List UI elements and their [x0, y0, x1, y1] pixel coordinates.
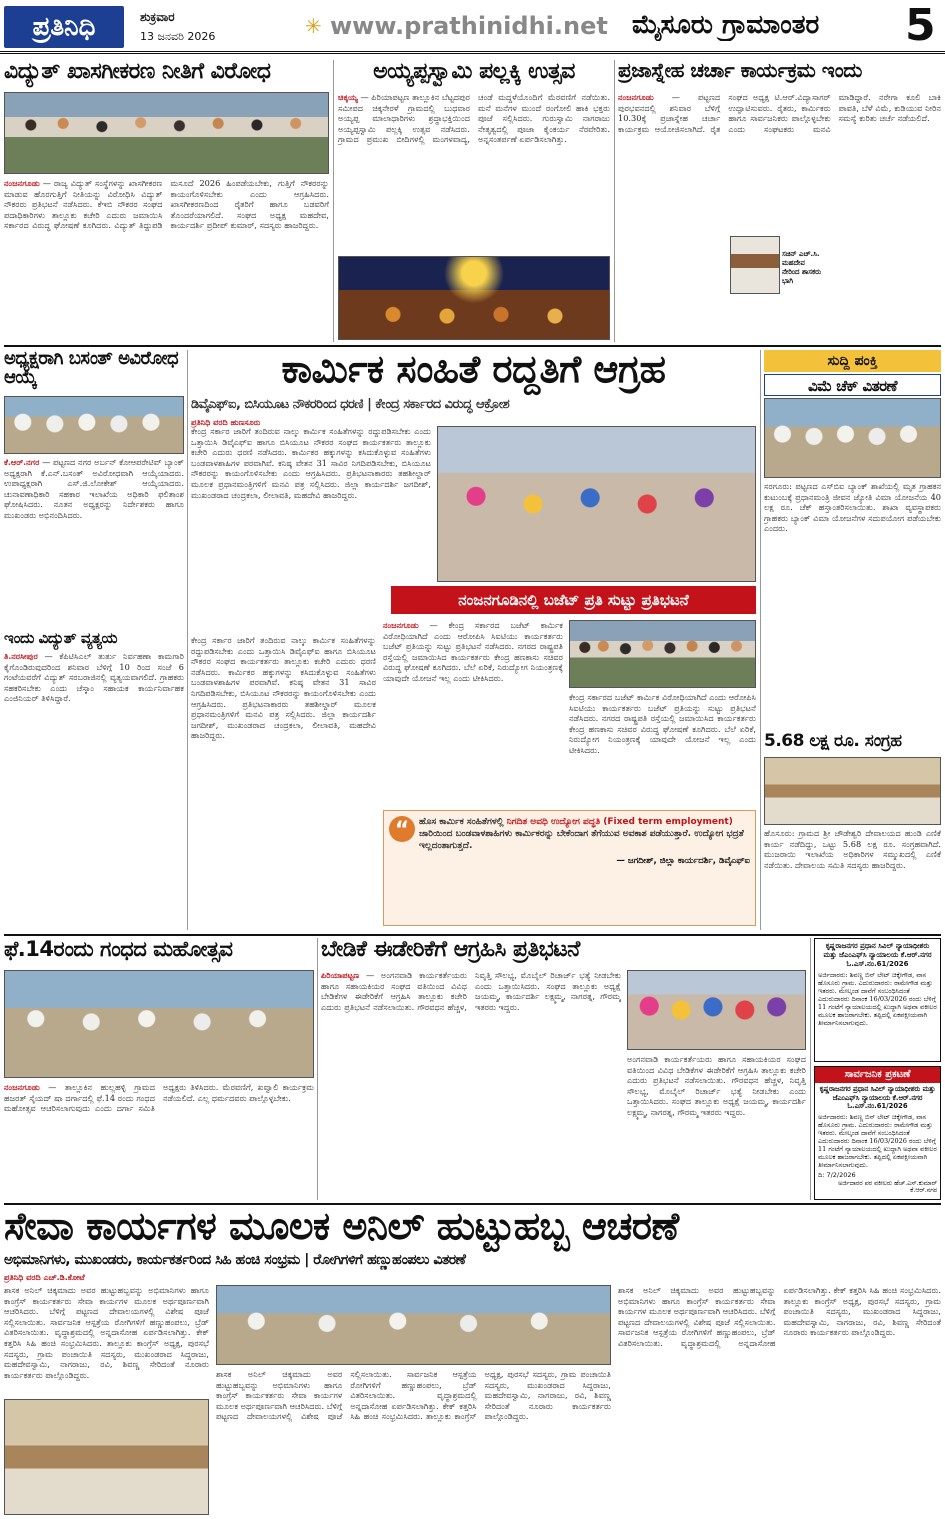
- story-anganwadi-protest: [321, 938, 806, 1200]
- dateline: ಚಿಕ್ಕಯ್ಯ: [338, 92, 358, 102]
- section-name: ಮೈಸೂರು ಗ್ರಾಮಾಂತರ: [632, 10, 820, 40]
- headline: ಫೆ.14ರಂದು ಗಂಧದ ಮಹೋತ್ಸವ: [4, 938, 233, 961]
- section-rule: [4, 934, 941, 936]
- star-icon: ✳: [305, 14, 322, 38]
- edition-date: 13 ಜನವರಿ 2026: [140, 30, 216, 43]
- brief-headline: 5.68 ಲಕ್ಷ ರೂ. ಸಂಗ್ರಹ: [764, 733, 902, 751]
- page-number: 5: [905, 0, 936, 51]
- story-power-privatization: [4, 60, 329, 342]
- article-body-2: ಶಾಸಕ ಅನಿಲ್ ಚಿಕ್ಕಮಾದು ಅವರ ಹುಟ್ಟುಹಬ್ಬವನ್ನು ಅಭಿಮಾನಿಗಳು ಹಾಗೂ ಕಾಂಗ್ರೆಸ್ ಕಾರ್ಯಕರ್ತರು ಸೇವಾ ಕಾರ್ಯಗಳ ಮೂಲಕ ಅರ್ಥಪೂರ್ಣವಾಗಿ ಆಚರಿಸಿದರು. ಬೆಳಿಗ್ಗೆ ಪಟ್ಟಣದ ದೇವಾಲಯಗಳಲ್ಲಿ ವಿಶೇಷ ಪೂಜೆ ಸಲ್ಲಿಸಲಾಯಿತು. ಸಾರ್ವಜನಿಕ ಆಸ್ಪತ್ರೆಯ ರೋಗಿಗಳಿಗೆ ಹಣ್ಣುಹಂಪಲು, ಬ್ರೆಡ್ ವಿತರಿಸಲಾಯಿತು. ವೃದ್ಧಾಶ್ರಮದಲ್ಲಿ ಅನ್ನದಾಸೋಹ ಏರ್ಪಡಿಸಲಾಗಿತ್ತು. ಕೇಕ್ ಕತ್ತರಿಸಿ ಸಿಹಿ ಹಂಚಿ ಸಂಭ್ರಮಿಸಿದರು. ತಾಲ್ಲೂಕು ಕಾಂಗ್ರೆಸ್ ಅಧ್ಯಕ್ಷ, ಪುರಸಭೆ ಸದಸ್ಯರು, ಗ್ರಾಮ ಪಂಚಾಯಿತಿ ಸದಸ್ಯರು, ಮುಖಂಡರಾದ ಸಿದ್ದರಾಜು, ಮಹದೇವಸ್ವಾಮಿ, ನಾಗರಾಜು, ರವಿ, ಶಿವಣ್ಣ ಸೇರಿದಂತೆ ನೂರಾರು ಕಾರ್ಯಕರ್ತರು ಪಾಲ್ಗೊಂಡಿದ್ದರು.: [216, 1369, 611, 1422]
- column-rule: [614, 60, 615, 342]
- story-prajasneha-debate: [618, 60, 941, 342]
- headline: ಅಯ್ಯಪ್ಪಸ್ವಾಮಿ ಪಲ್ಲಕ್ಕಿ ಉತ್ಸವ: [373, 60, 575, 84]
- article-body-3: ಶಾಸಕ ಅನಿಲ್ ಚಿಕ್ಕಮಾದು ಅವರ ಹುಟ್ಟುಹಬ್ಬವನ್ನು ಅಭಿಮಾನಿಗಳು ಹಾಗೂ ಕಾಂಗ್ರೆಸ್ ಕಾರ್ಯಕರ್ತರು ಸೇವಾ ಕಾರ್ಯಗಳ ಮೂಲಕ ಅರ್ಥಪೂರ್ಣವಾಗಿ ಆಚರಿಸಿದರು. ಬೆಳಿಗ್ಗೆ ಪಟ್ಟಣದ ದೇವಾಲಯಗಳಲ್ಲಿ ವಿಶೇಷ ಪೂಜೆ ಸಲ್ಲಿಸಲಾಯಿತು. ಸಾರ್ವಜನಿಕ ಆಸ್ಪತ್ರೆಯ ರೋಗಿಗಳಿಗೆ ಹಣ್ಣುಹಂಪಲು, ಬ್ರೆಡ್ ವಿತರಿಸಲಾಯಿತು. ವೃದ್ಧಾಶ್ರಮದಲ್ಲಿ ಅನ್ನದಾಸೋಹ ಏರ್ಪಡಿಸಲಾಗಿತ್ತು. ಕೇಕ್ ಕತ್ತರಿಸಿ ಸಿಹಿ ಹಂಚಿ ಸಂಭ್ರಮಿಸಿದರು. ತಾಲ್ಲೂಕು ಕಾಂಗ್ರೆಸ್ ಅಧ್ಯಕ್ಷ, ಪುರಸಭೆ ಸದಸ್ಯರು, ಗ್ರಾಮ ಪಂಚಾಯಿತಿ ಸದಸ್ಯರು, ಮುಖಂಡರಾದ ಸಿದ್ದರಾಜು, ಮಹದೇವಸ್ವಾಮಿ, ನಾಗರಾಜು, ರವಿ, ಶಿವಣ್ಣ ಸೇರಿದಂತೆ ನೂರಾರು ಕಾರ್ಯಕರ್ತರು ಪಾಲ್ಗೊಂಡಿದ್ದರು.: [618, 1285, 941, 1348]
- hundi-photo: [764, 757, 941, 825]
- story-anil-birthday: [4, 1207, 941, 1515]
- notice-heading: ಸಾರ್ವಜನಿಕ ಪ್ರಕಟಣೆ: [815, 1067, 940, 1083]
- article-body: ಪಿರಿಯಾಪಟ್ಟಣ — ಅಂಗನವಾಡಿ ಕಾರ್ಯಕರ್ತೆಯರು ಹಾಗೂ ಸಹಾಯಕಿಯರ ಸಂಘದ ವತಿಯಿಂದ ವಿವಿಧ ಬೇಡಿಕೆಗಳ ಈಡೇರಿಕೆಗೆ ಆಗ್ರಹಿಸಿ ತಾಲ್ಲೂಕು ಕಚೇರಿ ಎದುರು ಪ್ರತಿಭಟನೆ ನಡೆಸಲಾಯಿತು. ಗೌರವಧನ ಹೆಚ್ಚಳ, ನಿವೃತ್ತಿ ಸೌಲಭ್ಯ, ಮೊಬೈಲ್ ರಿಚಾರ್ಜ್ ಭತ್ಯೆ ನೀಡಬೇಕು ಎಂದು ಒತ್ತಾಯಿಸಿದರು. ಸಂಘದ ತಾಲ್ಲೂಕು ಅಧ್ಯಕ್ಷೆ ಜಯಮ್ಮ, ಕಾರ್ಯದರ್ಶಿ ಲಕ್ಷ್ಮಮ್ಮ, ನಾಗರತ್ನ, ಗೌರಮ್ಮ ಇತರರು ಇದ್ದರು.: [321, 970, 621, 1012]
- edition-day: ಶುಕ್ರವಾರ: [140, 10, 175, 24]
- felicitation-photo: [4, 396, 184, 454]
- story-ayyappa-festival: [338, 60, 610, 342]
- column-rule: [187, 350, 188, 930]
- headline: ಅಧ್ಯಕ್ಷರಾಗಿ ಬಸಂತ್ ಅವಿರೋಧ ಆಯ್ಕೆ: [4, 350, 179, 388]
- portrait-caption: ಸಚಿನ್ ಎಚ್.ಸಿ. ಮಹದೇವ ನೇರಿಂದ ಶಾಸಕರು ಭಾಗಿ: [782, 250, 822, 285]
- section-rule: [4, 345, 941, 347]
- masthead: [0, 0, 945, 54]
- article-body: ತಿ.ನರಸೀಪುರ — ಕೆಪಿಟಿಸಿಎಲ್ ತುರ್ತು ನಿರ್ವಹಣಾ ಕಾಮಗಾರಿ ಕೈಗೊಂಡಿರುವುದರಿಂದ ಶನಿವಾರ ಬೆಳಿಗ್ಗೆ 10 ರಿಂದ ಸಂಜೆ 6 ಗಂಟೆಯವರೆಗೆ ವಿದ್ಯುತ್ ಸರಬರಾಜಿನಲ್ಲಿ ವ್ಯತ್ಯಯವಾಗಲಿದೆ. ಗ್ರಾಹಕರು ಸಹಕರಿಸಬೇಕು ಎಂದು ಚೆಸ್ಕಾಂ ಸಹಾಯಕ ಕಾರ್ಯನಿರ್ವಾಹಕ ಎಂಜಿನಿಯರ್ ತಿಳಿಸಿದ್ದಾರೆ.: [4, 651, 184, 704]
- subhead-bar: ನಂಜನಗೂಡಿನಲ್ಲಿ ಬಜೆಟ್ ಪ್ರತಿ ಸುಟ್ಟು ಪ್ರತಿಭಟನೆ: [391, 586, 756, 614]
- headline: ಬೇಡಿಕೆ ಈಡೇರಿಕೆಗೆ ಆಗ್ರಹಿಸಿ ಪ್ರತಿಭಟನೆ: [321, 938, 580, 962]
- brief-body: ಹೊಸೂರು: ಗ್ರಾಮದ ಶ್ರೀ ಚೌಡೇಶ್ವರಿ ದೇವಾಲಯದ ಹುಂಡಿ ಎಣಿಕೆ ಕಾರ್ಯ ನಡೆದಿದ್ದು, ಒಟ್ಟು 5.68 ಲಕ್ಷ ರೂ. ಸಂಗ್ರಹವಾಗಿದೆ. ಮುಜರಾಯಿ ಇಲಾಖೆಯ ಅಧಿಕಾರಿಗಳ ಸಮ್ಮುಖದಲ್ಲಿ ಎಣಿಕೆ ನಡೆಯಿತು. ದೇವಾಲಯ ಸಮಿತಿ ಸದಸ್ಯರು ಹಾಜರಿದ್ದರು.: [764, 828, 941, 870]
- column-rule: [317, 938, 318, 1200]
- brief-body: ಸರಗೂರು: ಪಟ್ಟಣದ ಎಸ್‌ಬಿಐ ಬ್ಯಾಂಕ್ ಶಾಖೆಯಲ್ಲಿ ಮೃತ ಗ್ರಾಹಕನ ಕುಟುಂಬಕ್ಕೆ ಪ್ರಧಾನಮಂತ್ರಿ ಜೀವನ ಜ್ಯೋತಿ ವಿಮಾ ಯೋಜನೆಯ 40 ಲಕ್ಷ ರೂ. ಚೆಕ್ ಹಸ್ತಾಂತರಿಸಲಾಯಿತು. ಶಾಖಾ ವ್ಯವಸ್ಥಾಪಕರು ಗ್ರಾಹಕರು ಬ್ಯಾಂಕ್ ವಿಮಾ ಯೋಜನೆಗಳ ಸದುಪಯೋಗ ಪಡೆಯಬೇಕು ಎಂದರು.: [764, 481, 941, 534]
- article-body-2: ಕೇಂದ್ರ ಸರ್ಕಾರ ಜಾರಿಗೆ ತಂದಿರುವ ನಾಲ್ಕು ಕಾರ್ಮಿಕ ಸಂಹಿತೆಗಳನ್ನು ರದ್ದುಪಡಿಸಬೇಕು ಎಂದು ಒತ್ತಾಯಿಸಿ ಡಿವೈಎಫ್ಐ ಹಾಗೂ ಬಿಸಿಯೂಟ ನೌಕರರ ಸಂಘದ ಕಾರ್ಯಕರ್ತರು ತಾಲ್ಲೂಕು ಕಚೇರಿ ಎದುರು ಧರಣಿ ನಡೆಸಿದರು. ಕಾರ್ಮಿಕರ ಹಕ್ಕುಗಳನ್ನು ಕಸಿದುಕೊಳ್ಳುವ ಸಂಹಿತೆಗಳು ಬಂಡವಾಳಶಾಹಿಗಳ ಪರವಾಗಿವೆ. ಕನಿಷ್ಠ ವೇತನ 31 ಸಾವಿರ ನಿಗದಿಪಡಿಸಬೇಕು, ಬಿಸಿಯೂಟ ನೌಕರರನ್ನು ಕಾಯಂಗೊಳಿಸಬೇಕು ಎಂದು ಆಗ್ರಹಿಸಿದರು. ಪ್ರತಿಭಟನಾಕಾರರು ತಹಶೀಲ್ದಾರ್ ಮೂಲಕ ಪ್ರಧಾನಮಂತ್ರಿಗಳಿಗೆ ಮನವಿ ಪತ್ರ ಸಲ್ಲಿಸಿದರು. ಜಿಲ್ಲಾ ಕಾರ್ಯದರ್ಶಿ ಜಗದೀಶ್, ಮುಖಂಡರಾದ ಚಂದ್ರಕಲಾ, ಲೀಲಾವತಿ, ಮಹದೇವಿ ಹಾಜರಿದ್ದರು.: [191, 635, 376, 741]
- anganwadi-photo: [627, 970, 806, 1050]
- article-body: ಶಾಸಕ ಅನಿಲ್ ಚಿಕ್ಕಮಾದು ಅವರ ಹುಟ್ಟುಹಬ್ಬವನ್ನು ಅಭಿಮಾನಿಗಳು ಹಾಗೂ ಕಾಂಗ್ರೆಸ್ ಕಾರ್ಯಕರ್ತರು ಸೇವಾ ಕಾರ್ಯಗಳ ಮೂಲಕ ಅರ್ಥಪೂರ್ಣವಾಗಿ ಆಚರಿಸಿದರು. ಬೆಳಿಗ್ಗೆ ಪಟ್ಟಣದ ದೇವಾಲಯಗಳಲ್ಲಿ ವಿಶೇಷ ಪೂಜೆ ಸಲ್ಲಿಸಲಾಯಿತು. ಸಾರ್ವಜನಿಕ ಆಸ್ಪತ್ರೆಯ ರೋಗಿಗಳಿಗೆ ಹಣ್ಣುಹಂಪಲು, ಬ್ರೆಡ್ ವಿತರಿಸಲಾಯಿತು. ವೃದ್ಧಾಶ್ರಮದಲ್ಲಿ ಅನ್ನದಾಸೋಹ ಏರ್ಪಡಿಸಲಾಗಿತ್ತು. ಕೇಕ್ ಕತ್ತರಿಸಿ ಸಿಹಿ ಹಂಚಿ ಸಂಭ್ರಮಿಸಿದರು. ತಾಲ್ಲೂಕು ಕಾಂಗ್ರೆಸ್ ಅಧ್ಯಕ್ಷ, ಪುರಸಭೆ ಸದಸ್ಯರು, ಗ್ರಾಮ ಪಂಚಾಯಿತಿ ಸದಸ್ಯರು, ಮುಖಂಡರಾದ ಸಿದ್ದರಾಜು, ಮಹದೇವಸ್ವಾಮಿ, ನಾಗರಾಜು, ರವಿ, ಶಿವಣ್ಣ ಸೇರಿದಂತೆ ನೂರಾರು ಕಾರ್ಯಕರ್ತರು ಪಾಲ್ಗೊಂಡಿದ್ದರು.: [4, 1285, 209, 1380]
- notice-body: ಅರ್ಜಿದಾರರು: ಶಿವಣ್ಣ ಬಿನ್ ಲೇಟ್ ಚಿಕ್ಕೇಗೌಡ, ವಾಸ ಹೊಸೂರು ಗ್ರಾಮ. ಎದುರುದಾರರು: ರಾಮೇಗೌಡ ಮತ್ತು ಇತರರು. ಮೇಲ್ಕಂಡ ದಾವೆಗೆ ಸಂಬಂಧಿಸಿದಂತೆ ಎದುರುದಾರರು ದಿನಾಂಕ 16/03/2026 ರಂದು ಬೆಳಿಗ್ಗೆ 11 ಗಂಟೆಗೆ ನ್ಯಾಯಾಲಯದಲ್ಲಿ ಖುದ್ದಾಗಿ ಅಥವಾ ವಕೀಲರ ಮೂಲಕ ಹಾಜರಾಗಬೇಕು. ತಪ್ಪಿದಲ್ಲಿ ಏಕಪಕ್ಷೀಯವಾಗಿ ತೀರ್ಮಾನಿಸಲಾಗುವುದು.: [818, 1112, 937, 1169]
- pull-quote: “ ಹೊಸ ಕಾರ್ಮಿಕ ಸಂಹಿತೆಗಳಲ್ಲಿ ನಿಗದಿತ ಅವಧಿ ಉದ್ಯೋಗ ಪದ್ಧತಿ (Fixed term employment) ಜಾರಿಯಿಂದ ಬಂಡವಾಳಶಾಹಿಗಳು ಕಾರ್ಮಿಕರನ್ನು ಬೇಕೆಂದಾಗ ತೆಗೆಯುವ ಅವಕಾಶ ಪಡೆಯುತ್ತಾರೆ. ಉದ್ಯೋಗ ಭದ್ರತೆ ಇಲ್ಲದಂತಾಗುತ್ತದೆ. — ಜಗದೀಶ್, ಜಿಲ್ಲಾ ಕಾರ್ಯದರ್ಶಿ, ಡಿವೈಎಫ್ಐ: [383, 810, 756, 926]
- story-labour-code: [191, 350, 756, 930]
- article-body: ನಂಜನಗೂಡು — ತಾಲ್ಲೂಕಿನ ಹುಲ್ಲಹಳ್ಳಿ ಗ್ರಾಮದ ಹಜರತ್ ಸೈಯದ್ ಷಾ ದರ್ಗಾದಲ್ಲಿ ಫೆ.14 ರಂದು ಗಂಧದ ಮಹೋತ್ಸವ ಆಚರಿಸಲಾಗುವುದು ಎಂದು ದರ್ಗಾ ಸಮಿತಿ ಅಧ್ಯಕ್ಷರು ತಿಳಿಸಿದರು. ಮೆರವಣಿಗೆ, ಖವ್ವಾಲಿ ಕಾರ್ಯಕ್ರಮ ನಡೆಯಲಿದೆ. ಎಲ್ಲ ಧರ್ಮದವರು ಪಾಲ್ಗೊಳ್ಳಬೇಕು.: [4, 1082, 314, 1114]
- quote-icon: “: [389, 816, 415, 842]
- celebration-photo: [216, 1285, 611, 1365]
- headline: ಸೇವಾ ಕಾರ್ಯಗಳ ಮೂಲಕ ಅನಿಲ್ ಹುಟ್ಟುಹಬ್ಬ ಆಚರಣೆ: [4, 1207, 679, 1248]
- lead-subheadline: ಡಿವೈಎಫ್ಐ, ಬಿಸಿಯೂಟ ನೌಕರರಿಂದ ಧರಣಿ | ಕೇಂದ್ರ ಸರ್ಕಾರದ ವಿರುದ್ಧ ಆಕ್ರೋಶ: [191, 398, 510, 412]
- section-rule: [4, 1203, 941, 1205]
- story-sandal-festival: [4, 938, 314, 1200]
- column-rule: [810, 938, 811, 1200]
- dateline: ತಿ.ನರಸೀಪುರ: [4, 651, 38, 661]
- notice-box-top: ಕೃಷ್ಣರಾಜನಗರ ಪ್ರಧಾನ ಸಿವಿಲ್ ನ್ಯಾಯಾಧೀಶರು ಮತ್ತು ಜೆಎಂಎಫ್‌ಸಿ ನ್ಯಾಯಾಲಯ ಕೆ.ಆರ್.ನಗರ ಓ.ಎಸ್.ನಂ.61/2026 ಅರ್ಜಿದಾರರು: ಶಿವಣ್ಣ ಬಿನ್ ಲೇಟ್ ಚಿಕ್ಕೇಗೌಡ, ವಾಸ ಹೊಸೂರು ಗ್ರಾಮ. ಎದುರುದಾರರು: ರಾಮೇಗೌಡ ಮತ್ತು ಇತರರು. ಮೇಲ್ಕಂಡ ದಾವೆಗೆ ಸಂಬಂಧಿಸಿದಂತೆ ಎದುರುದಾರರು ದಿನಾಂಕ 16/03/2026 ರಂದು ಬೆಳಿಗ್ಗೆ 11 ಗಂಟೆಗೆ ನ್ಯಾಯಾಲಯದಲ್ಲಿ ಖುದ್ದಾಗಿ ಅಥವಾ ವಕೀಲರ ಮೂಲಕ ಹಾಜರಾಗಬೇಕು. ತಪ್ಪಿದಲ್ಲಿ ಏಕಪಕ್ಷೀಯವಾಗಿ ತೀರ್ಮಾನಿಸಲಾಗುವುದು.: [814, 938, 941, 1062]
- article-body: ನಂಜನಗೂಡು — ರಾಜ್ಯ ವಿದ್ಯುತ್ ಸಂಸ್ಥೆಗಳನ್ನು ಖಾಸಗೀಕರಣ ಮಾಡುವ ಹೊರಗುತ್ತಿಗೆ ನೀತಿಯನ್ನು ವಿರೋಧಿಸಿ ವಿದ್ಯುತ್ ನೌಕರರು ಪ್ರತಿಭಟನೆ ನಡೆಸಿದರು. ಕೆಇಬಿ ನೌಕರರ ಸಂಘದ ಪದಾಧಿಕಾರಿಗಳು ತಾಲ್ಲೂಕು ಕಚೇರಿ ಎದುರು ಜಮಾಯಿಸಿ ಸರ್ಕಾರದ ವಿರುದ್ಧ ಘೋಷಣೆ ಕೂಗಿದರು. ವಿದ್ಯುತ್ ತಿದ್ದುಪಡಿ ಮಸೂದೆ 2026 ಹಿಂಪಡೆಯಬೇಕು, ಗುತ್ತಿಗೆ ನೌಕರರನ್ನು ಕಾಯಂಗೊಳಿಸಬೇಕು ಎಂದು ಆಗ್ರಹಿಸಿದರು. ಖಾಸಗೀಕರಣದಿಂದ ರೈತರಿಗೆ ಹಾಗೂ ಬಡವರಿಗೆ ತೊಂದರೆಯಾಗಲಿದೆ. ಸಂಘದ ಅಧ್ಯಕ್ಷ ಮಹದೇವ, ಕಾರ್ಯದರ್ಶಿ ಪ್ರದೀಪ್ ಕುಮಾರ್, ಸದಸ್ಯರು ಹಾಜರಿದ್ದರು.: [4, 178, 329, 231]
- brief-headline: ವಿಮೆ ಚೆಕ್ ವಿತರಣೆ: [764, 374, 941, 396]
- dharna-photo: [437, 426, 756, 582]
- dateline: ಪ್ರತಿನಿಧಿ ವರದಿ ಎಚ್.ಡಿ.ಕೋಟೆ: [4, 1273, 85, 1282]
- lead-headline: ಕಾರ್ಮಿಕ ಸಂಹಿತೆ ರದ್ದತಿಗೆ ಆಗ್ರಹ: [281, 350, 666, 391]
- public-notice: [814, 1066, 941, 1200]
- column-rule: [333, 60, 334, 342]
- notice-intro: ಕೃಷ್ಣರಾಜನಗರ ಪ್ರಧಾನ ಸಿವಿಲ್ ನ್ಯಾಯಾಧೀಶರು ಮತ್ತು ಜೆಎಂಎಫ್‌ಸಿ ನ್ಯಾಯಾಲಯ ಕೆ.ಆರ್.ನಗರ ಓ.ಎಸ್.ನಂ.61/2026: [819, 1085, 936, 1110]
- procession-photo: [338, 256, 610, 340]
- hospital-photo: [4, 1399, 209, 1515]
- budget-article-body: ನಂಜನಗೂಡು — ಕೇಂದ್ರ ಸರ್ಕಾರದ ಬಜೆಟ್ ಕಾರ್ಮಿಕ ವಿರೋಧಿಯಾಗಿದೆ ಎಂದು ಆರೋಪಿಸಿ ಸಿಐಟಿಯು ಕಾರ್ಯಕರ್ತರು ಬಜೆಟ್ ಪ್ರತಿಯನ್ನು ಸುಟ್ಟು ಪ್ರತಿಭಟನೆ ನಡೆಸಿದರು. ನಗರದ ರಾಷ್ಟ್ರಪತಿ ರಸ್ತೆಯಲ್ಲಿ ಜಮಾಯಿಸಿದ ಕಾರ್ಯಕರ್ತರು ಕೇಂದ್ರ ಹಣಕಾಸು ಸಚಿವರ ವಿರುದ್ಧ ಘೋಷಣೆ ಕೂಗಿದರು. ಬೆಲೆ ಏರಿಕೆ, ನಿರುದ್ಯೋಗ ನಿಯಂತ್ರಣಕ್ಕೆ ಯಾವುದೇ ಯೋಜನೆ ಇಲ್ಲ ಎಂದು ಟೀಕಿಸಿದರು.: [383, 620, 563, 683]
- quote-author: — ಜಗದೀಶ್, ಜಿಲ್ಲಾ ಕಾರ್ಯದರ್ಶಿ, ಡಿವೈಎಫ್ಐ: [616, 856, 750, 866]
- headline: ಇಂದು ವಿದ್ಯುತ್ ವ್ಯತ್ಯಯ: [4, 631, 118, 647]
- headline: ವಿದ್ಯುತ್ ಖಾಸಗೀಕರಣ ನೀತಿಗೆ ವಿರೋಧ: [4, 60, 271, 84]
- dateline: ನಂಜನಗೂಡು: [383, 620, 419, 630]
- notice-date: ದಿ: 7/2/2026: [818, 1170, 856, 1179]
- dateline: ಪ್ರತಿನಿಧಿ ವರದಿ ಹುಣಸೂರು: [191, 418, 261, 427]
- dateline: ಪಿರಿಯಾಪಟ್ಟಣ: [321, 970, 360, 980]
- dateline: ನಂಜನಗೂಡು: [618, 92, 654, 102]
- column-rule: [760, 350, 761, 930]
- article-body: ಕೆ.ಆರ್.ನಗರ — ಪಟ್ಟಣದ ನಗರ ಅರ್ಬನ್ ಕೋಆಪರೇಟಿವ್ ಬ್ಯಾಂಕ್ ಅಧ್ಯಕ್ಷರಾಗಿ ಕೆ.ಎನ್.ಬಸಂತ್ ಅವಿರೋಧವಾಗಿ ಆಯ್ಕೆಯಾದರು. ಉಪಾಧ್ಯಕ್ಷರಾಗಿ ಎಸ್.ಜಿ.ಲೋಕೇಶ್ ಆಯ್ಕೆಯಾದರು. ಚುನಾವಣಾಧಿಕಾರಿ ಸಹಕಾರ ಇಲಾಖೆಯ ಅಧಿಕಾರಿ ಫಲಿತಾಂಶ ಘೋಷಿಸಿದರು. ನೂತನ ಅಧ್ಯಕ್ಷರನ್ನು ನಿರ್ದೇಶಕರು ಹಾಗೂ ಮುಖಂಡರು ಅಭಿನಂದಿಸಿದರು.: [4, 457, 184, 520]
- story-basanth-elected: [4, 350, 184, 735]
- article-body: ಕೇಂದ್ರ ಸರ್ಕಾರ ಜಾರಿಗೆ ತಂದಿರುವ ನಾಲ್ಕು ಕಾರ್ಮಿಕ ಸಂಹಿತೆಗಳನ್ನು ರದ್ದುಪಡಿಸಬೇಕು ಎಂದು ಒತ್ತಾಯಿಸಿ ಡಿವೈಎಫ್ಐ ಹಾಗೂ ಬಿಸಿಯೂಟ ನೌಕರರ ಸಂಘದ ಕಾರ್ಯಕರ್ತರು ತಾಲ್ಲೂಕು ಕಚೇರಿ ಎದುರು ಧರಣಿ ನಡೆಸಿದರು. ಕಾರ್ಮಿಕರ ಹಕ್ಕುಗಳನ್ನು ಕಸಿದುಕೊಳ್ಳುವ ಸಂಹಿತೆಗಳು ಬಂಡವಾಳಶಾಹಿಗಳ ಪರವಾಗಿವೆ. ಕನಿಷ್ಠ ವೇತನ 31 ಸಾವಿರ ನಿಗದಿಪಡಿಸಬೇಕು, ಬಿಸಿಯೂಟ ನೌಕರರನ್ನು ಕಾಯಂಗೊಳಿಸಬೇಕು ಎಂದು ಆಗ್ರಹಿಸಿದರು. ಪ್ರತಿಭಟನಾಕಾರರು ತಹಶೀಲ್ದಾರ್ ಮೂಲಕ ಪ್ರಧಾನಮಂತ್ರಿಗಳಿಗೆ ಮನವಿ ಪತ್ರ ಸಲ್ಲಿಸಿದರು. ಜಿಲ್ಲಾ ಕಾರ್ಯದರ್ಶಿ ಜಗದೀಶ್, ಮುಖಂಡರಾದ ಚಂದ್ರಕಲಾ, ಲೀಲಾವತಿ, ಮಹದೇವಿ ಹಾಜರಿದ್ದರು.: [191, 426, 431, 500]
- protest-photo: [4, 92, 329, 174]
- website-url[interactable]: www.prathinidhi.net: [330, 12, 608, 40]
- news-briefs-sidebar: [764, 350, 941, 930]
- sidebar-band: ಸುದ್ದಿ ಪಂಕ್ತಿ: [764, 350, 941, 372]
- headline: ಪ್ರಜಾಸ್ನೇಹ ಚರ್ಚಾ ಕಾರ್ಯಕ್ರಮ ಇಂದು: [618, 60, 862, 82]
- budget-protest-photo: [569, 620, 756, 688]
- committee-photo: [4, 970, 314, 1078]
- dateline: ನಂಜನಗೂಡು: [4, 1082, 40, 1092]
- cheque-photo: [764, 398, 941, 478]
- dateline: ನಂಜನಗೂಡು: [4, 178, 40, 188]
- subheadline: ಅಭಿಮಾನಿಗಳು, ಮುಖಂಡರು, ಕಾರ್ಯಕರ್ತರಿಂದ ಸಿಹಿ ಹಂಚಿ ಸಂಭ್ರಮ | ರೋಗಿಗಳಿಗೆ ಹಣ್ಣುಹಂಪಲು ವಿತರಣೆ: [4, 1253, 466, 1268]
- newspaper-logo[interactable]: ಪ್ರತಿನಿಧಿ: [4, 6, 124, 48]
- dateline: ಕೆ.ಆರ್.ನಗರ: [4, 457, 40, 467]
- article-body-2: ಅಂಗನವಾಡಿ ಕಾರ್ಯಕರ್ತೆಯರು ಹಾಗೂ ಸಹಾಯಕಿಯರ ಸಂಘದ ವತಿಯಿಂದ ವಿವಿಧ ಬೇಡಿಕೆಗಳ ಈಡೇರಿಕೆಗೆ ಆಗ್ರಹಿಸಿ ತಾಲ್ಲೂಕು ಕಚೇರಿ ಎದುರು ಪ್ರತಿಭಟನೆ ನಡೆಸಲಾಯಿತು. ಗೌರವಧನ ಹೆಚ್ಚಳ, ನಿವೃತ್ತಿ ಸೌಲಭ್ಯ, ಮೊಬೈಲ್ ರಿಚಾರ್ಜ್ ಭತ್ಯೆ ನೀಡಬೇಕು ಎಂದು ಒತ್ತಾಯಿಸಿದರು. ಸಂಘದ ತಾಲ್ಲೂಕು ಅಧ್ಯಕ್ಷೆ ಜಯಮ್ಮ, ಕಾರ್ಯದರ್ಶಿ ಲಕ್ಷ್ಮಮ್ಮ, ನಾಗರತ್ನ, ಗೌರಮ್ಮ ಇತರರು ಇದ್ದರು.: [627, 1054, 806, 1117]
- article-body: ನಂಜನಗೂಡು — ಪಟ್ಟಣದ ಪುರಭವನದಲ್ಲಿ ಶನಿವಾರ ಬೆಳಿಗ್ಗೆ 10.30ಕ್ಕೆ ಪ್ರಜಾಸ್ನೇಹ ಚರ್ಚಾ ಕಾರ್ಯಕ್ರಮ ಆಯೋಜಿಸಲಾಗಿದೆ. ರೈತ ಸಂಘದ ಅಧ್ಯಕ್ಷ ಟಿ.ಆರ್.ವಿದ್ಯಾಸಾಗರ್ ಉದ್ಘಾಟಿಸುವರು. ರೈತರು, ಕಾರ್ಮಿಕರು ಹಾಗೂ ಸಾರ್ವಜನಿಕರು ಪಾಲ್ಗೊಳ್ಳಬೇಕು ಎಂದು ಸಂಘಟಕರು ಮನವಿ ಮಾಡಿದ್ದಾರೆ. ನರೇಗಾ ಕೂಲಿ ಬಾಕಿ ಪಾವತಿ, ಬೆಳೆ ವಿಮೆ, ಕುಡಿಯುವ ನೀರಿನ ಸಮಸ್ಯೆ ಕುರಿತು ಚರ್ಚೆ ನಡೆಯಲಿದೆ.: [618, 92, 941, 134]
- budget-article-body-2: ಕೇಂದ್ರ ಸರ್ಕಾರದ ಬಜೆಟ್ ಕಾರ್ಮಿಕ ವಿರೋಧಿಯಾಗಿದೆ ಎಂದು ಆರೋಪಿಸಿ ಸಿಐಟಿಯು ಕಾರ್ಯಕರ್ತರು ಬಜೆಟ್ ಪ್ರತಿಯನ್ನು ಸುಟ್ಟು ಪ್ರತಿಭಟನೆ ನಡೆಸಿದರು. ನಗರದ ರಾಷ್ಟ್ರಪತಿ ರಸ್ತೆಯಲ್ಲಿ ಜಮಾಯಿಸಿದ ಕಾರ್ಯಕರ್ತರು ಕೇಂದ್ರ ಹಣಕಾಸು ಸಚಿವರ ವಿರುದ್ಧ ಘೋಷಣೆ ಕೂಗಿದರು. ಬೆಲೆ ಏರಿಕೆ, ನಿರುದ್ಯೋಗ ನಿಯಂತ್ರಣಕ್ಕೆ ಯಾವುದೇ ಯೋಜನೆ ಇಲ್ಲ ಎಂದು ಟೀಕಿಸಿದರು.: [569, 692, 756, 755]
- portrait-photo: [730, 236, 780, 294]
- notice-signature: ಅರ್ಜಿದಾರರ ಪರ ವಕೀಲರು ಹೆಚ್.ಎಸ್.ಕುಮಾರ್ ಕೆ.ಆರ್.ನಗರ: [838, 1179, 937, 1194]
- article-body: ಚಿಕ್ಕಯ್ಯ — ಪಿರಿಯಾಪಟ್ಟಣ ತಾಲ್ಲೂಕಿನ ಬೆಟ್ಟದಪುರ ಸಮೀಪದ ಚಿಕ್ಕನೇರಳೆ ಗ್ರಾಮದಲ್ಲಿ ಬುಧವಾರ ಅಯ್ಯಪ್ಪ ಮಾಲಾಧಾರಿಗಳು ಶ್ರದ್ಧಾಭಕ್ತಿಯಿಂದ ಅಯ್ಯಪ್ಪಸ್ವಾಮಿ ಪಲ್ಲಕ್ಕಿ ಉತ್ಸವ ನಡೆಸಿದರು. ಗ್ರಾಮದ ಪ್ರಮುಖ ಬೀದಿಗಳಲ್ಲಿ ಮಂಗಳವಾದ್ಯ, ಚಂಡೆ ಮದ್ದಳೆಯೊಂದಿಗೆ ಮೆರವಣಿಗೆ ನಡೆಯಿತು. ಮನೆ ಮನೆಗಳ ಮುಂದೆ ರಂಗೋಲಿ ಹಾಕಿ ಭಕ್ತರು ಪೂಜೆ ಸಲ್ಲಿಸಿದರು. ಗುರುಸ್ವಾಮಿ ನಾಗರಾಜು ನೇತೃತ್ವದಲ್ಲಿ ಪೂಜಾ ಕೈಂಕರ್ಯ ನೆರವೇರಿತು. ಅನ್ನಸಂತರ್ಪಣೆ ಏರ್ಪಡಿಸಲಾಗಿತ್ತು.: [338, 92, 610, 145]
